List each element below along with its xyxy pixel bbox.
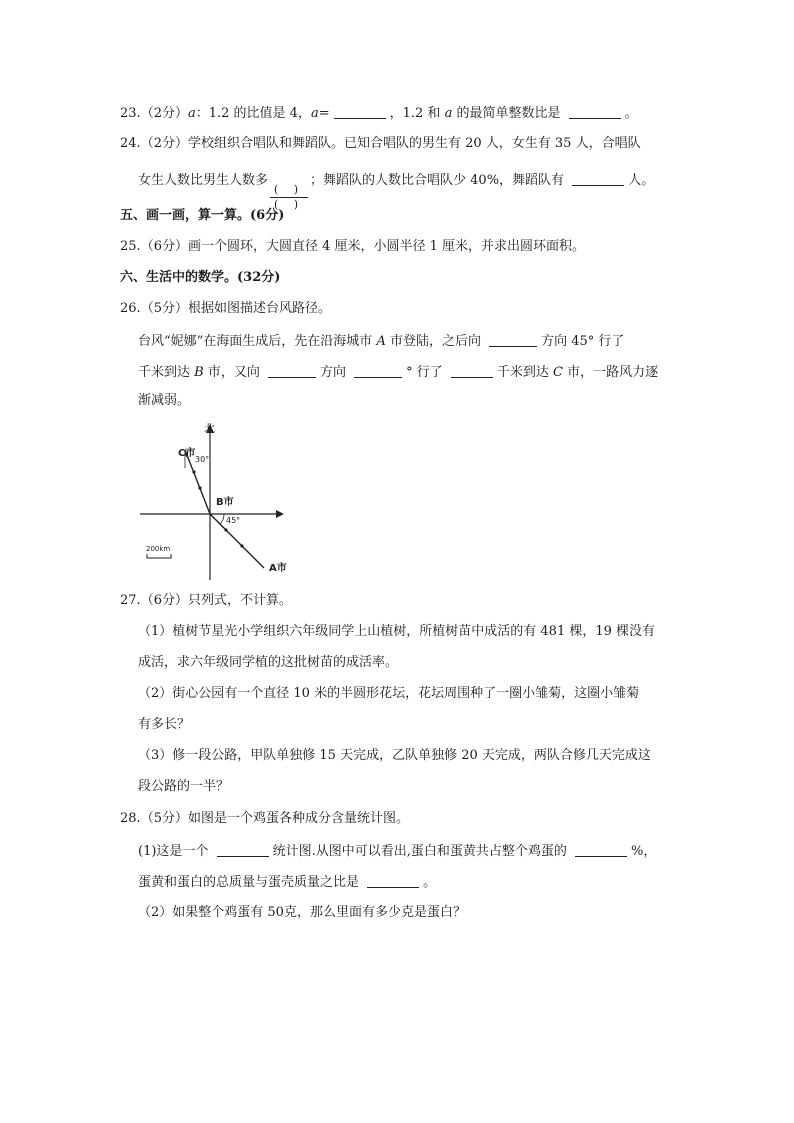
fraction-denominator: ( ) [273, 198, 305, 211]
question-text: 学校组织合唱队和舞蹈队。已知合唱队的男生有 20 人，女生有 35 人，合唱队 [187, 136, 641, 151]
dot [192, 470, 195, 473]
text: 台风“妮娜”在海面生成后，先在沿海城市 [138, 334, 377, 349]
text: 市登陆，之后向 [385, 334, 486, 349]
text: = [318, 106, 330, 121]
question-26-line2 [138, 363, 658, 382]
text: 。 [423, 875, 437, 890]
question-number: 24. [120, 136, 141, 151]
score: （2分） [140, 106, 188, 121]
score: （2分） [140, 136, 188, 151]
answer-blank[interactable] [575, 842, 627, 857]
score: （5分） [140, 811, 188, 826]
answer-blank[interactable] [217, 842, 269, 857]
angle-arc-45 [220, 514, 224, 524]
score: （5分） [140, 301, 188, 316]
question-number: 26. [120, 301, 141, 316]
q27-sub2-line1: （2）街心公园有一个直径 10 米的半圆形花坛，花坛周围种了一圈小雏菊，这圈小雏菊 [138, 686, 640, 701]
question-26-line3: 渐减弱。 [138, 393, 191, 408]
text: 千米到达 [496, 365, 554, 380]
east-arrow [276, 510, 284, 518]
typhoon-path-diagram [138, 418, 298, 586]
answer-blank[interactable] [569, 104, 621, 119]
answer-blank[interactable] [572, 171, 624, 186]
question-24-line2 [138, 171, 654, 211]
answer-blank[interactable] [268, 363, 316, 378]
text: 统计图.从图中可以看出,蛋白和蛋黄共占整个鸡蛋的 [272, 844, 571, 859]
text: ° 行了 [406, 365, 447, 380]
question-text: 如图是一个鸡蛋各种成分含量统计图。 [187, 811, 409, 826]
question-25 [120, 238, 585, 256]
north-label: 北 [204, 422, 215, 435]
text: 。 [624, 106, 638, 121]
angle-30-label: 30° [195, 455, 210, 464]
question-number: 23. [120, 106, 141, 121]
var-b: B [194, 365, 204, 380]
question-text: 画一个圆环，大圆直径 4 厘米，小圆半径 1 厘米，并求出圆环面积。 [187, 239, 586, 254]
text: ，1.2 和 [389, 106, 445, 121]
city-a-label: A市 [269, 563, 287, 574]
text: 方向 45° 行了 [541, 334, 625, 349]
var-a: a [310, 106, 319, 121]
text: 的最简单整数比是 [452, 106, 565, 121]
section-heading-5: 五、画一画，算一算。(6分) [120, 208, 285, 223]
question-text: 根据如图描述台风路径。 [187, 301, 331, 316]
question-24-line1 [120, 135, 641, 153]
question-27 [120, 592, 292, 610]
score: （6分） [140, 593, 188, 608]
answer-blank[interactable] [354, 363, 402, 378]
text: ：1.2 的比值是 4， [195, 106, 311, 121]
text: 市，又向 [203, 365, 264, 380]
text: 蛋黄和蛋白的总质量与蛋壳质量之比是 [138, 875, 364, 890]
question-number: 25. [120, 239, 141, 254]
dot [240, 544, 243, 547]
text: (1)这是一个 [138, 844, 213, 859]
question-26-line1 [138, 332, 624, 351]
answer-blank[interactable] [451, 363, 493, 378]
q28-sub2: （2）如果整个鸡蛋有 50克，那么里面有多少克是蛋白？ [138, 905, 466, 920]
city-b-label: B市 [216, 497, 234, 508]
dot [198, 486, 201, 489]
angle-45-label: 45° [226, 516, 241, 525]
question-text: ；舞蹈队的人数比合唱队少 40%，舞蹈队有 [310, 173, 569, 188]
question-text: 只列式，不计算。 [187, 593, 292, 608]
q28-sub1-line2 [138, 873, 436, 892]
text: 方向 [319, 365, 351, 380]
q27-sub1-line2: 成活，求六年级同学植的这批树苗的成活率。 [138, 655, 399, 670]
answer-blank[interactable] [489, 332, 537, 347]
q27-sub3-line1: （3）修一段公路，甲队单独修 15 天完成，乙队单独修 20 天完成，两队合修几天完成这 [138, 748, 651, 763]
question-26 [120, 300, 331, 318]
var-c: C [553, 365, 563, 380]
question-text: 人。 [628, 173, 655, 188]
answer-blank[interactable] [367, 873, 419, 888]
var-a: A [376, 334, 386, 349]
scale-label: 200km [146, 545, 171, 553]
var-a: a [444, 106, 453, 121]
var-a: a [187, 106, 196, 121]
question-number: 27. [120, 593, 141, 608]
dot [224, 528, 227, 531]
q28-sub1-line1 [138, 842, 656, 861]
scale-bar [147, 554, 171, 558]
answer-blank[interactable] [334, 104, 386, 119]
text: %， [630, 844, 657, 859]
text: 千米到达 [138, 365, 195, 380]
question-23 [120, 104, 638, 123]
q27-sub1-line1: （1）植树节星光小学组织六年级同学上山植树，所植树苗中成活的有 481 棵，19 棵没有 [138, 624, 656, 639]
score: （6分） [140, 239, 188, 254]
city-c-label: C市 [178, 448, 196, 459]
question-text: 女生人数比男生人数多 [138, 173, 269, 188]
q27-sub3-line2: 段公路的一半？ [138, 779, 230, 794]
fraction-numerator: ( ) [273, 183, 305, 196]
question-number: 28. [120, 811, 141, 826]
question-28 [120, 810, 409, 828]
text: 市，一路风力逐 [562, 365, 659, 380]
q27-sub2-line2: 有多长？ [138, 717, 191, 732]
section-heading-6: 六、生活中的数学。(32分) [120, 270, 281, 285]
